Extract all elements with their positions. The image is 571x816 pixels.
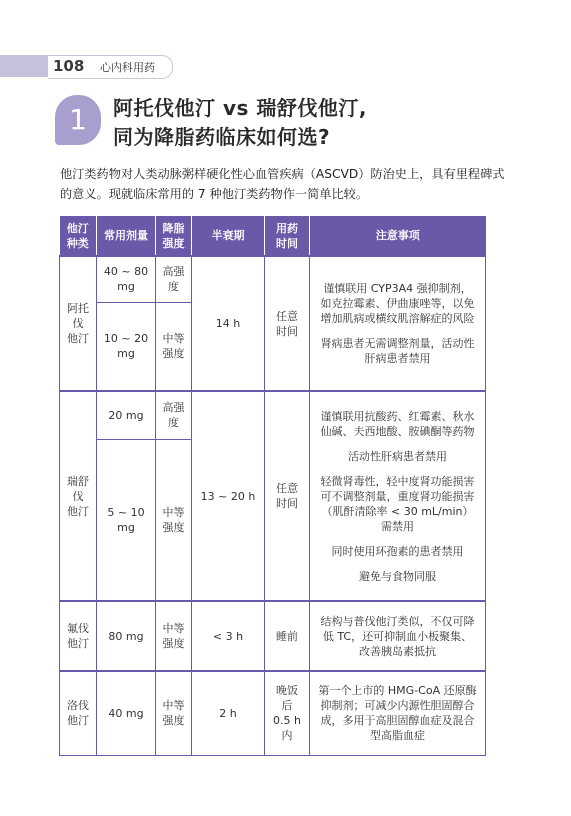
table-header-row [60, 216, 486, 256]
strength-cell: 中等 强度 [156, 601, 192, 671]
section-badge [55, 95, 101, 145]
intro-paragraph: 他汀类药物对人类动脉粥样硬化性心血管疾病（ASCVD）防治史上，具有里程碑式的意义。现就临床常用的 7 种他汀类药物作一简单比较。 [60, 167, 505, 201]
drug-name-cell: 洛伐 他汀 [60, 671, 97, 755]
dose-cell: 40 mg [97, 671, 156, 755]
dose-cell: 10 ~ 20 mg [97, 302, 156, 391]
table-row [60, 391, 486, 439]
col-header-type: 他汀 种类 [60, 216, 97, 256]
drug-name-cell: 阿托 伐 他汀 [60, 256, 97, 391]
title-line-2: 同为降脂药临床如何选? [113, 125, 331, 149]
dose-cell: 20 mg [97, 391, 156, 439]
col-header-strength: 降脂 强度 [156, 216, 192, 256]
title-line-1: 阿托伐他汀 vs 瑞舒伐他汀, [113, 96, 367, 120]
dose-cell: 5 ~ 10 mg [97, 439, 156, 601]
note-text: 谨慎联用抗酸药、红霉素、秋水仙碱、夫西地酸、胺碘酮等药物 [320, 409, 475, 438]
notes-cell: 第一个上市的 HMG-CoA 还原酶抑制剂；可减少内源性胆固醇合成，多用于高胆固醇血症及混合型高脂血症 [310, 671, 486, 755]
half-life-cell: 13 ~ 20 h [192, 391, 265, 601]
col-header-notes: 注意事项 [310, 216, 486, 256]
note-text: 活动性肝病患者禁用 [348, 449, 447, 463]
dose-cell: 80 mg [97, 601, 156, 671]
table-row [60, 601, 486, 671]
table-row [60, 256, 486, 302]
notes-cell [310, 256, 486, 391]
half-life-cell: 2 h [192, 671, 265, 755]
strength-cell: 中等 强度 [156, 302, 192, 391]
table-row [60, 671, 486, 755]
statin-comparison-table [59, 216, 486, 756]
chapter-title: 心内科用药 [100, 61, 155, 74]
notes-cell: 结构与普伐他汀类似，不仅可降低 TC，还可抑制血小板聚集、改善胰岛素抵抗 [310, 601, 486, 671]
timing-cell: 任意 时间 [265, 256, 310, 391]
note-text: 谨慎联用 CYP3A4 强抑制剂，如克拉霉素、伊曲康唑等，以免增加肌病或横纹肌溶解症的风险 [320, 282, 475, 325]
strength-cell: 高强 度 [156, 391, 192, 439]
page-number: 108 [53, 57, 85, 75]
drug-name-cell: 氟伐 他汀 [60, 601, 97, 671]
half-life-cell: 14 h [192, 256, 265, 391]
note-text: 轻微肾毒性，轻中度肾功能损害可不调整剂量，重度肾功能损害（肌酐清除率 < 30 mL/min）需禁用 [320, 474, 475, 533]
strength-cell: 高强 度 [156, 256, 192, 302]
strength-cell: 中等 强度 [156, 439, 192, 601]
note-text: 避免与食物同服 [359, 569, 436, 583]
half-life-cell: < 3 h [192, 601, 265, 671]
drug-name-cell: 瑞舒 伐 他汀 [60, 391, 97, 601]
dose-cell: 40 ~ 80 mg [97, 256, 156, 302]
timing-cell: 晚饭 后 0.5 h 内 [265, 671, 310, 755]
timing-cell: 睡前 [265, 601, 310, 671]
page-title [113, 94, 367, 152]
timing-cell: 任意 时间 [265, 391, 310, 601]
notes-cell [310, 391, 486, 601]
col-header-half-life: 半衰期 [192, 216, 265, 256]
col-header-dose: 常用剂量 [97, 216, 156, 256]
col-header-timing: 用药 时间 [265, 216, 310, 256]
strength-cell: 中等 强度 [156, 671, 192, 755]
note-text: 同时使用环孢素的患者禁用 [331, 544, 464, 558]
note-text: 肾病患者无需调整剂量，活动性肝病患者禁用 [320, 337, 475, 365]
section-number: 1 [69, 103, 87, 136]
